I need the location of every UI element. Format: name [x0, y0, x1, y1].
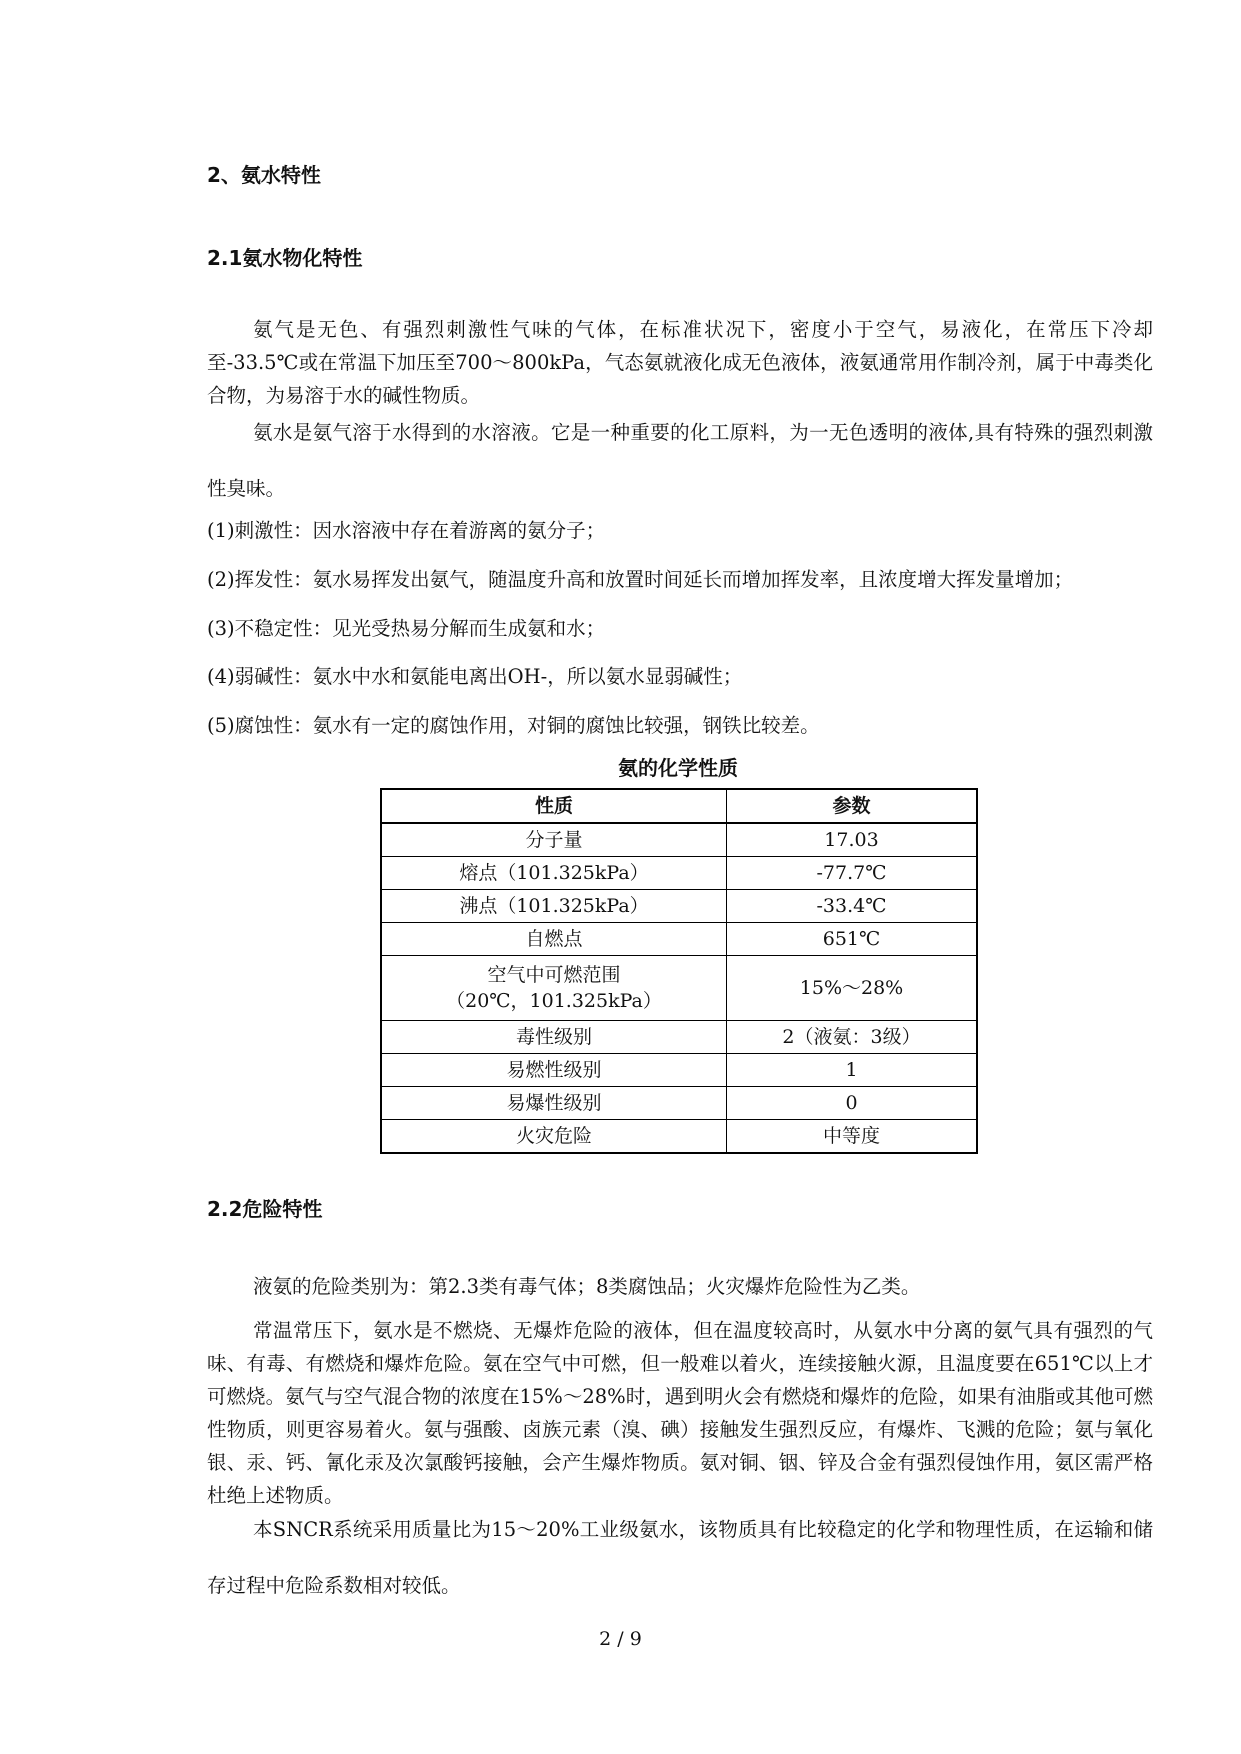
table-row [381, 1120, 977, 1154]
section-heading-2: 2、氨水特性 [207, 163, 321, 187]
chemical-properties-table [380, 788, 978, 1154]
section-heading-2-2: 2.2危险特性 [207, 1197, 323, 1221]
table-header-row [381, 789, 977, 823]
table-row [381, 890, 977, 923]
table-cell-value: 15%～28% [727, 956, 978, 1021]
paragraph-sncr-system: 本SNCR系统采用质量比为15～20%工业级氨水，该物质具有比较稳定的化学和物理性质，在运输和储存过程中危险系数相对较低。 [207, 1518, 1153, 1597]
table-cell-value: -77.7℃ [727, 857, 978, 890]
table-cell-property-line1: 空气中可燃范围 [487, 964, 621, 986]
table-row [381, 923, 977, 956]
table-cell-property: 毒性级别 [381, 1021, 727, 1054]
table-cell-value: 17.03 [727, 823, 978, 857]
table-cell-property: 熔点（101.325kPa） [381, 857, 727, 890]
paragraph-hazard-class: 液氨的危险类别为：第2.3类有毒气体；8类腐蚀品；火灾爆炸危险性为乙类。 [253, 1275, 921, 1298]
table-cell-value: 中等度 [727, 1120, 978, 1154]
property-item-4: (4)弱碱性：氨水中水和氨能电离出OH-，所以氨水显弱碱性； [207, 665, 743, 688]
paragraph-ammonia-water: 氨水是氨气溶于水得到的水溶液。它是一种重要的化工原料，为一无色透明的液体,具有特殊的强烈刺激性臭味。 [207, 421, 1153, 500]
table-cell-property: 沸点（101.325kPa） [381, 890, 727, 923]
table-row [381, 956, 977, 1021]
paragraph-hazard-details: 常温常压下，氨水是不燃烧、无爆炸危险的液体，但在温度较高时，从氨水中分离的氨气具有强烈的气味、有毒、有燃烧和爆炸危险。氨在空气中可燃，但一般难以着火，连续接触火源，且温度要在651℃以上才可燃烧。氨气与空气混合物的浓度在15%～28%时，遇到明火会有燃烧和爆炸的危险，如果有油脂或其他可燃性物质，则更容易着火。氨与强酸、卤族元素（溴、碘）接触发生强烈反应，有爆炸、飞溅的危险；氨与氧化银、汞、钙、氰化汞及次氯酸钙接触，会产生爆炸物质。氨对铜、铟、锌及合金有强烈侵蚀作用，氨区需严格杜绝上述物质。 [207, 1319, 1153, 1507]
table-cell-property-line2: （20℃，101.325kPa） [446, 990, 662, 1012]
table-cell-value: 1 [727, 1054, 978, 1087]
table-row [381, 1087, 977, 1120]
property-item-5: (5)腐蚀性：氨水有一定的腐蚀作用，对铜的腐蚀比较强，钢铁比较差。 [207, 714, 820, 737]
table-cell-value: 651℃ [727, 923, 978, 956]
table-cell-property: 分子量 [381, 823, 727, 857]
paragraph-ammonia-gas: 氨气是无色、有强烈刺激性气味的气体，在标准状况下，密度小于空气，易液化，在常压下冷却至-33.5℃或在常温下加压至700～800kPa，气态氨就液化成无色液体，液氨通常用作制冷剂，属于中毒类化合物，为易溶于水的碱性物质。 [207, 318, 1153, 407]
table-row [381, 1054, 977, 1087]
property-item-1: (1)刺激性：因水溶液中存在着游离的氨分子； [207, 519, 606, 542]
table-row [381, 1021, 977, 1054]
table-caption: 氨的化学性质 [618, 756, 738, 780]
table-header-value: 参数 [727, 789, 978, 823]
table-cell-value: 2（液氨：3级） [727, 1021, 978, 1054]
table-row [381, 823, 977, 857]
table-cell-value: 0 [727, 1087, 978, 1120]
table-header-property: 性质 [381, 789, 727, 823]
table-cell-property [381, 956, 727, 1021]
table-cell-property: 易燃性级别 [381, 1054, 727, 1087]
property-item-2: (2)挥发性：氨水易挥发出氨气，随温度升高和放置时间延长而增加挥发率，且浓度增大挥发量增加； [207, 568, 1074, 591]
table-row [381, 857, 977, 890]
table-cell-property: 易爆性级别 [381, 1087, 727, 1120]
table-cell-property: 火灾危险 [381, 1120, 727, 1154]
table-cell-property: 自燃点 [381, 923, 727, 956]
section-heading-2-1: 2.1氨水物化特性 [207, 246, 363, 270]
table-cell-value: -33.4℃ [727, 890, 978, 923]
property-item-3: (3)不稳定性：见光受热易分解而生成氨和水； [207, 617, 606, 640]
page-number: 2 / 9 [599, 1628, 642, 1650]
